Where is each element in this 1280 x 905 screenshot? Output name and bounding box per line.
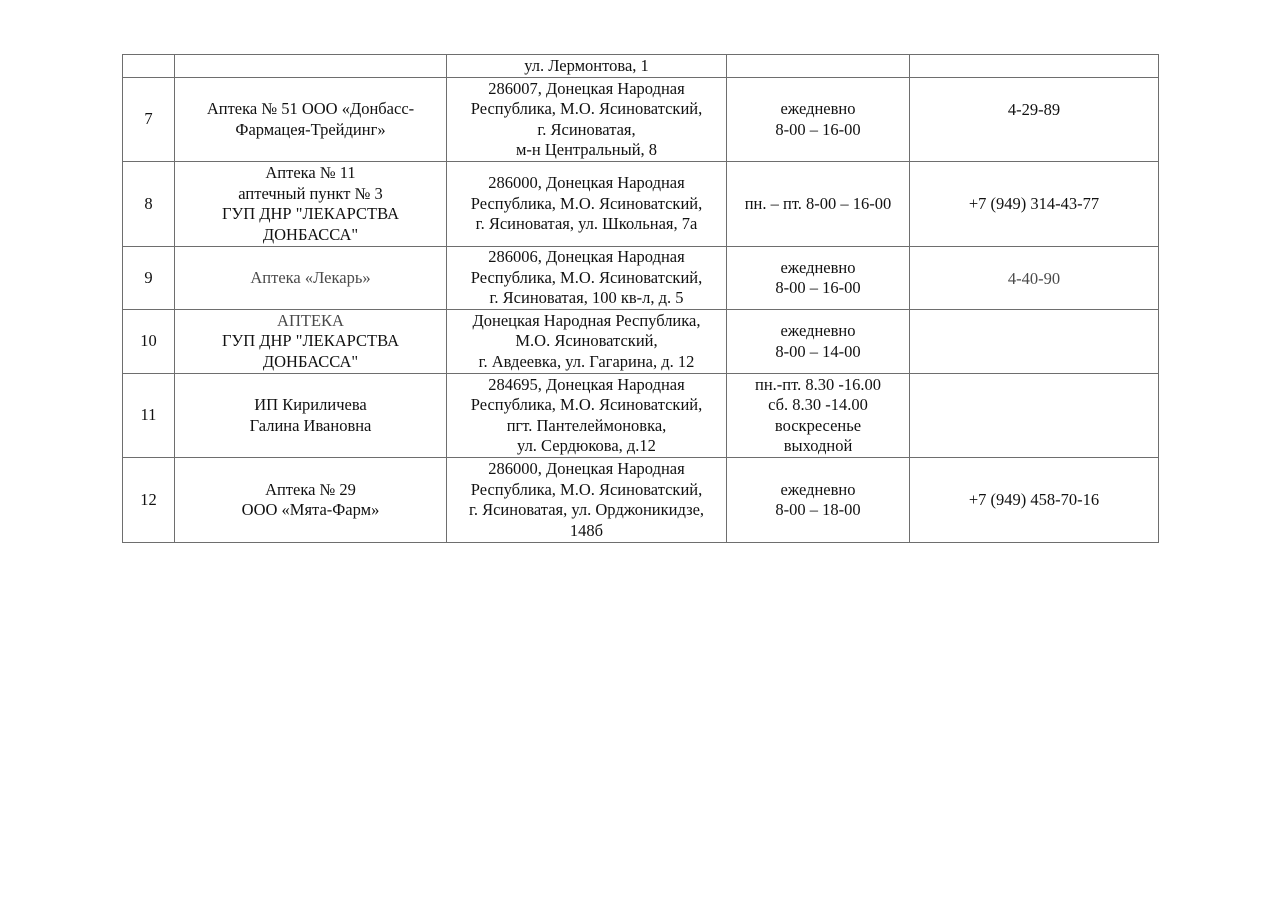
hours-line: пн. – пт. 8-00 – 16-00 <box>744 193 892 213</box>
address-line: г. Ясиноватая, <box>537 119 636 139</box>
table-row <box>123 458 1159 543</box>
address-line: М.О. Ясиноватский, <box>515 331 658 351</box>
cell-address <box>447 247 727 310</box>
hours-line: сб. 8.30 -14.00 <box>768 395 868 414</box>
cell-hours <box>727 310 910 374</box>
cell-name <box>175 374 447 458</box>
cell-name <box>175 162 447 247</box>
name-line: аптечный пункт № 3 <box>238 183 383 203</box>
address-line: м-н Центральный, 8 <box>515 140 658 159</box>
address-line: г. Ясиноватая, ул. Школьная, 7а <box>475 214 698 234</box>
cell-address <box>447 55 727 78</box>
name-line: ДОНБАССА" <box>262 351 359 371</box>
cell-name <box>175 310 447 374</box>
table-row <box>123 247 1159 310</box>
address-line: Республика, М.О. Ясиноватский, <box>470 479 703 499</box>
cell-hours <box>727 78 910 162</box>
cell-address <box>447 458 727 543</box>
cell-phone: +7 (949) 458-70-16 <box>910 458 1159 543</box>
name-line: АПТЕКА <box>277 310 344 330</box>
cell-number: 10 <box>123 310 175 374</box>
cell-number: 9 <box>123 247 175 310</box>
cell-hours <box>727 162 910 247</box>
cell-hours <box>727 55 910 78</box>
hours-line: выходной <box>783 436 853 455</box>
cell-phone <box>910 55 1159 78</box>
cell-number: 8 <box>123 162 175 247</box>
address-line: 284695, Донецкая Народная <box>488 374 685 394</box>
address-line: Республика, М.О. Ясиноватский, <box>470 267 703 287</box>
cell-address <box>447 162 727 247</box>
hours-line: 8-00 – 14-00 <box>775 341 861 361</box>
table-row <box>123 374 1159 458</box>
address-line: пгт. Пантелеймоновка, <box>506 415 667 435</box>
address-line: ул. Лермонтова, 1 <box>524 55 649 75</box>
cell-number: 7 <box>123 78 175 162</box>
hours-line: 8-00 – 18-00 <box>775 500 861 519</box>
name-line: Аптека № 51 ООО «Донбасс- <box>206 99 415 118</box>
table-row <box>123 78 1159 162</box>
cell-address <box>447 374 727 458</box>
name-line: ДОНБАССА" <box>262 224 359 244</box>
pharmacy-table <box>122 54 1159 543</box>
hours-line: ежедневно <box>780 99 856 118</box>
hours-line: ежедневно <box>780 321 856 340</box>
cell-hours <box>727 374 910 458</box>
hours-line: ежедневно <box>780 257 856 277</box>
name-line: ГУП ДНР "ЛЕКАРСТВА <box>221 204 399 223</box>
address-line: г. Ясиноватая, 100 кв-л, д. 5 <box>489 288 684 308</box>
name-line: Аптека «Лекарь» <box>250 267 371 287</box>
address-line: Республика, М.О. Ясиноватский, <box>470 99 703 118</box>
cell-phone: +7 (949) 314-43-77 <box>910 162 1159 247</box>
cell-number <box>123 55 175 78</box>
address-line: Республика, М.О. Ясиноватский, <box>470 395 703 414</box>
address-line: 286000, Донецкая Народная <box>488 173 685 193</box>
name-line: ООО «Мята-Фарм» <box>241 500 380 519</box>
name-line: ГУП ДНР "ЛЕКАРСТВА <box>221 331 399 351</box>
cell-name <box>175 458 447 543</box>
table-row <box>123 162 1159 247</box>
cell-name <box>175 247 447 310</box>
cell-phone <box>910 310 1159 374</box>
cell-address <box>447 78 727 162</box>
cell-address <box>447 310 727 374</box>
cell-name <box>175 55 447 78</box>
address-line: 286006, Донецкая Народная <box>488 247 685 267</box>
address-line: Республика, М.О. Ясиноватский, <box>470 193 703 213</box>
address-line: 286000, Донецкая Народная <box>488 459 685 478</box>
address-line: 148б <box>569 520 604 540</box>
cell-phone <box>910 374 1159 458</box>
address-line: ул. Сердюкова, д.12 <box>517 436 656 455</box>
hours-line: ежедневно <box>780 479 856 499</box>
cell-number: 12 <box>123 458 175 543</box>
cell-phone: 4-29-89 <box>910 78 1159 162</box>
hours-line: 8-00 – 16-00 <box>775 119 861 139</box>
name-line: Фармацея-Трейдинг» <box>235 119 386 139</box>
address-line: 286007, Донецкая Народная <box>488 78 685 98</box>
cell-hours <box>727 458 910 543</box>
address-line: г. Ясиноватая, ул. Орджоникидзе, <box>468 500 705 519</box>
cell-name <box>175 78 447 162</box>
name-line: Галина Ивановна <box>249 415 372 435</box>
cell-hours <box>727 247 910 310</box>
cell-phone: 4-40-90 <box>910 247 1159 310</box>
cell-number: 11 <box>123 374 175 458</box>
hours-line: пн.-пт. 8.30 -16.00 <box>755 374 881 394</box>
table-row <box>123 55 1159 78</box>
address-line: г. Авдеевка, ул. Гагарина, д. 12 <box>478 351 695 371</box>
table-row <box>123 310 1159 374</box>
hours-line: 8-00 – 16-00 <box>775 278 861 297</box>
name-line: ИП Кириличева <box>254 395 367 414</box>
address-line: Донецкая Народная Республика, <box>472 310 701 330</box>
name-line: Аптека № 11 <box>265 163 356 182</box>
hours-line: воскресенье <box>774 415 862 435</box>
name-line: Аптека № 29 <box>265 479 356 499</box>
